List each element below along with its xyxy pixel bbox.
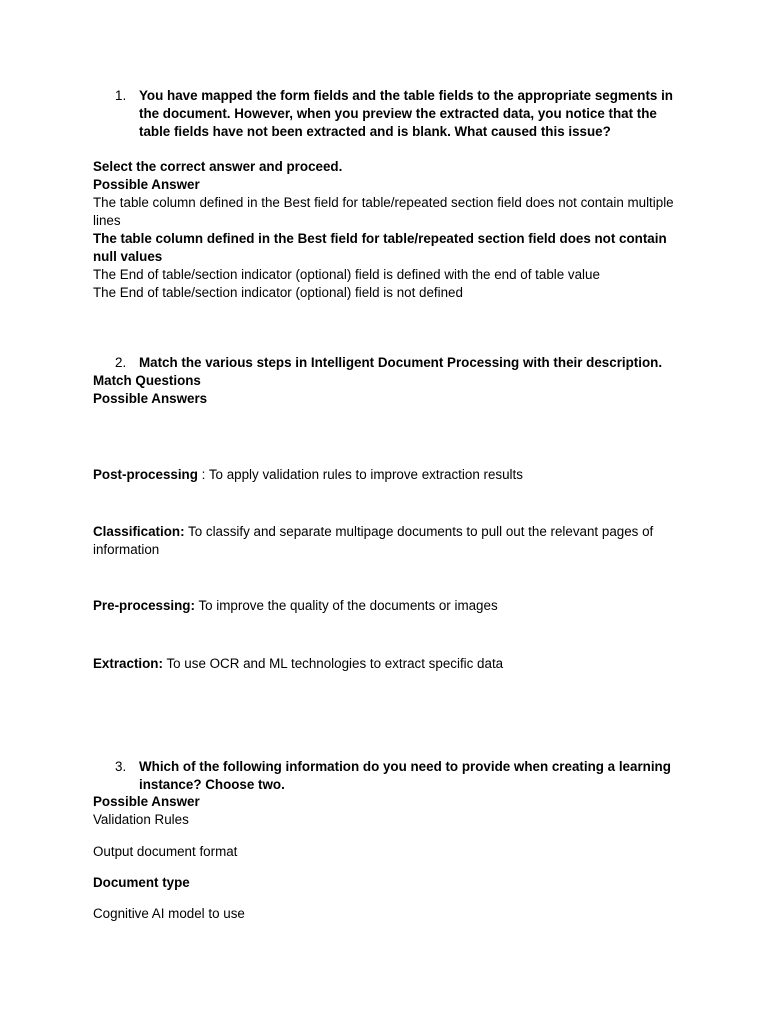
match-term: Extraction: [93, 656, 163, 671]
answers-heading: Possible Answers [93, 391, 208, 406]
answers-heading: Possible Answer [93, 177, 200, 192]
match-pair [93, 597, 678, 615]
question-number: 1. [115, 88, 127, 103]
question-1 [93, 87, 678, 141]
answer-option: Cognitive AI model to use [93, 906, 245, 921]
answer-option-correct: The table column defined in the Best field for table/repeated section field does not contain null values [93, 231, 667, 264]
match-pair [93, 523, 678, 559]
instruction-text: Select the correct answer and proceed. [93, 159, 343, 174]
match-term: Post-processing [93, 467, 198, 482]
answer-option: Output document format [93, 844, 238, 859]
question-number: 3. [115, 759, 127, 774]
question-text: You have mapped the form fields and the table fields to the appropriate segments in the document. However, when you preview the extracted data, you notice that the table fields have not been extracted and is blank. What caused this issue? [139, 88, 673, 139]
question-2 [93, 354, 678, 372]
question-text: Which of the following information do you need to provide when creating a learning instance? Choose two. [139, 759, 671, 792]
answers-heading: Possible Answer [93, 794, 200, 809]
match-separator: : [197, 467, 209, 482]
match-description: To classify and separate multipage documents to pull out the relevant pages of information [93, 524, 654, 557]
match-term: Pre-processing: [93, 598, 195, 613]
match-description: To use OCR and ML technologies to extract specific data [166, 656, 504, 671]
question-number: 2. [115, 355, 127, 370]
match-term: Classification: [93, 524, 185, 539]
answer-option: Validation Rules [93, 812, 189, 827]
question-3 [93, 758, 678, 794]
answer-option-correct: Document type [93, 875, 190, 890]
match-description: To apply validation rules to improve extraction results [208, 467, 523, 482]
match-pair [93, 466, 678, 484]
answer-option: The End of table/section indicator (optional) field is defined with the end of table value [93, 267, 600, 282]
answer-option: The table column defined in the Best field for table/repeated section field does not contain multiple lines [93, 195, 674, 228]
match-description: To improve the quality of the documents or images [198, 598, 498, 613]
match-pair [93, 655, 678, 673]
match-heading: Match Questions [93, 373, 201, 388]
question-text: Match the various steps in Intelligent Document Processing with their description. [139, 355, 663, 370]
answer-option: The End of table/section indicator (optional) field is not defined [93, 285, 463, 300]
